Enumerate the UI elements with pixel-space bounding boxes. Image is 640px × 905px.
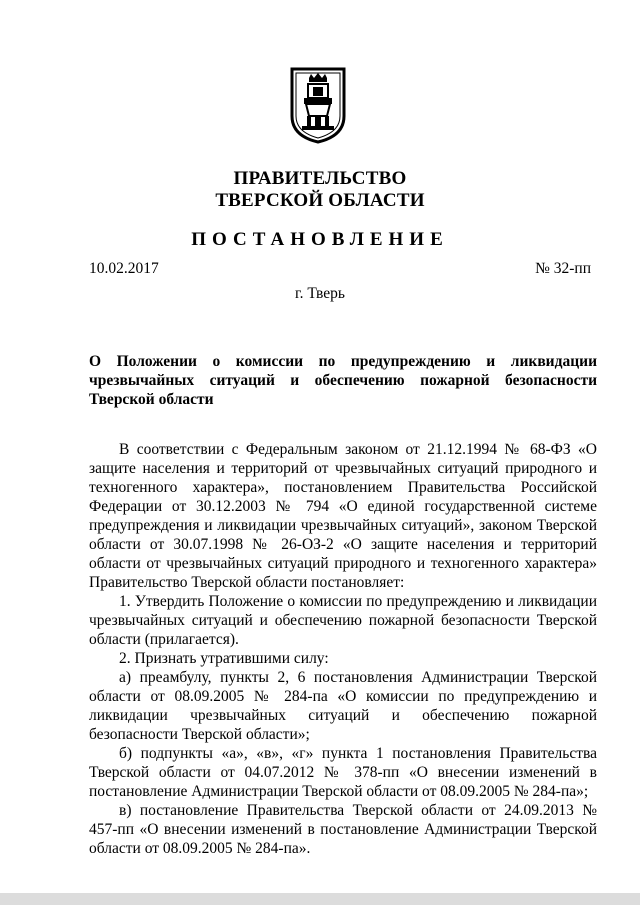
document-city: г. Тверь [295,285,345,302]
paragraph-item-2: 2. Признать утратившими силу: [119,650,329,667]
document-date: 10.02.2017 [89,260,159,277]
paragraph-item-2a: а) преамбулу, пункты 2, 6 постановления Администрации Тверской области от 08.09.2005 № 284-па «О комиссии по предупреждению и ликвидации чрезвычайных ситуаций и обеспечению пожарной безопасности Тверской области»; [89,669,597,743]
tver-coat-of-arms-icon [289,66,347,144]
document-body [89,440,597,858]
org-name-line2: ТВЕРСКОЙ ОБЛАСТИ [215,190,425,211]
document-number: № 32-пп [535,260,591,277]
paragraph-item-2c: в) постановление Правительства Тверской области от 24.09.2013 № 457-пп «О внесении изменений в постановление Администрации Тверской области от 08.09.2005 № 284-па». [89,802,597,857]
paragraph-item-1: 1. Утвердить Положение о комиссии по предупреждению и ликвидации чрезвычайных ситуаций и обеспечению пожарной безопасности Тверской области (прилагается). [89,593,597,648]
scan-bottom-edge [0,893,640,905]
document-subject: О Положении о комиссии по предупреждению и ликвидации чрезвычайных ситуаций и обеспечению пожарной безопасности Тверской области [89,353,597,408]
org-name-line1: ПРАВИТЕЛЬСТВО [233,168,407,189]
paragraph-item-2b: б) подпункты «а», «в», «г» пункта 1 постановления Правительства Тверской области от 04.07.2012 № 378-пп «О внесении изменений в постановление Администрации Тверской области от 08.09.2005 № 284-па»; [89,745,597,800]
document-type: ПОСТАНОВЛЕНИЕ [191,229,449,250]
paragraph-preamble: В соответствии с Федеральным законом от 21.12.1994 № 68-ФЗ «О защите населения и территорий от чрезвычайных ситуаций природного и техногенного характера», постановлением Правительства Российской Федерации от 30.12.2003 № 794 «О единой государственной системе предупреждения и ликвидации чрезвычайных ситуаций», законом Тверской области от 30.07.1998 № 26-ОЗ-2 «О защите населения и территорий области от чрезвычайных ситуаций природного и техногенного характера» Правительство Тверской области постановляет: [89,441,597,591]
